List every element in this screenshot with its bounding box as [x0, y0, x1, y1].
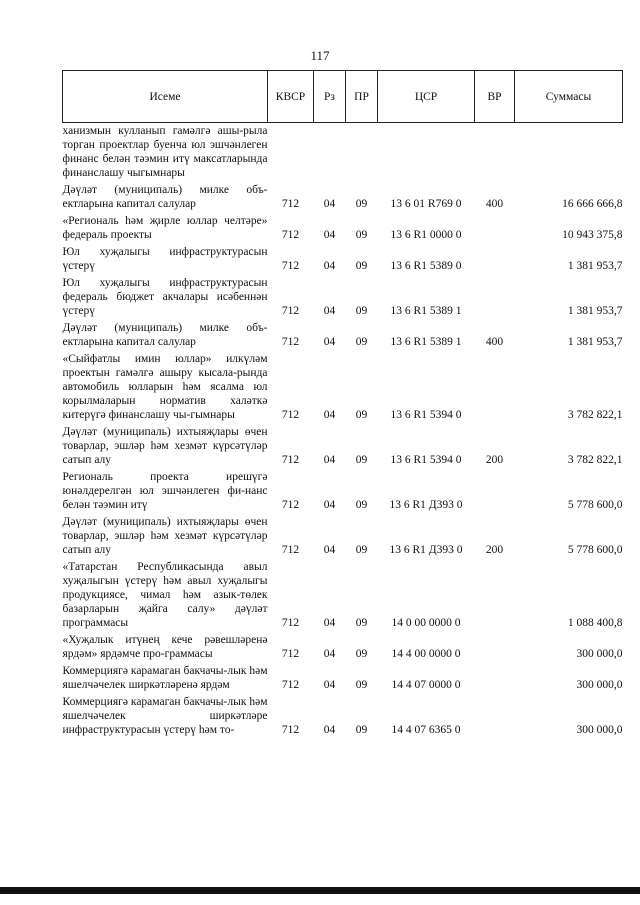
cell-name: Дәүләт (муниципаль) милке объ-ектларына капитал салулар [62, 184, 268, 210]
cell-csr: 14 4 07 0000 0 [391, 679, 461, 691]
cell-vr [475, 632, 515, 663]
cell-vr [475, 663, 515, 694]
cell-vr: 200 [485, 454, 504, 466]
cell-pr: 09 [355, 454, 368, 466]
cell-sum: 1 381 953,7 [567, 260, 623, 272]
cell-csr: 13 6 R1 5394 0 [390, 454, 462, 466]
cell-name: ханизмын кулланып гамәлгә ашы-рыла торган проектлар буенча юл эшчәнлеген финанс белән тәэмин итү максатларында финанслашу чыгымнары [62, 125, 268, 179]
cell-csr: 13 6 R1 5389 1 [390, 305, 462, 317]
cell-kvsr: 712 [281, 305, 300, 317]
cell-name: «Региональ һәм җирле юллар челтәре» федераль проекты [62, 215, 268, 241]
cell-vr: 400 [485, 198, 504, 210]
cell-csr: 14 0 00 0000 0 [391, 617, 461, 629]
header-vr: ВР [475, 71, 515, 123]
cell-sum: 300 000,0 [576, 679, 623, 691]
cell-kvsr: 712 [281, 724, 300, 736]
cell-sum: 1 381 953,7 [567, 305, 623, 317]
cell-csr: 13 6 R1 5389 0 [390, 260, 462, 272]
cell-sum: 3 782 822,1 [567, 454, 623, 466]
cell-pr: 09 [355, 648, 368, 660]
cell-pr: 09 [355, 409, 368, 421]
header-sum: Суммасы [515, 71, 623, 123]
scan-edge-bar [0, 887, 640, 894]
cell-kvsr: 712 [281, 617, 300, 629]
cell-name: Юл хуҗалыгы инфраструктурасын федераль бюджет акчалары исәбеннән үстерү [62, 277, 268, 317]
cell-vr [475, 469, 515, 514]
cell-vr [475, 351, 515, 424]
cell-sum [515, 123, 623, 183]
cell-vr: 400 [485, 336, 504, 348]
table-row [63, 694, 623, 739]
cell-csr: 14 4 00 0000 0 [391, 648, 461, 660]
table-row [63, 182, 623, 213]
cell-pr: 09 [355, 499, 368, 511]
cell-csr: 13 6 R1 5394 0 [390, 409, 462, 421]
cell-csr: 14 4 07 6365 0 [391, 724, 461, 736]
cell-pr: 09 [355, 260, 368, 272]
table-row [63, 275, 623, 320]
cell-csr: 13 6 R1 0000 0 [390, 229, 462, 241]
cell-vr: 200 [485, 544, 504, 556]
cell-csr [378, 123, 475, 183]
cell-rz: 04 [323, 336, 336, 348]
cell-kvsr: 712 [281, 648, 300, 660]
cell-kvsr: 712 [281, 679, 300, 691]
cell-pr: 09 [355, 679, 368, 691]
cell-kvsr: 712 [281, 198, 300, 210]
table-row [63, 244, 623, 275]
cell-pr: 09 [355, 724, 368, 736]
table-row [63, 469, 623, 514]
table-row [63, 559, 623, 632]
cell-csr: 13 6 R1 5389 1 [390, 336, 462, 348]
cell-rz: 04 [323, 409, 336, 421]
table-row [63, 320, 623, 351]
cell-name: Юл хуҗалыгы инфраструктурасын үстерү [62, 246, 268, 272]
table-row [63, 123, 623, 183]
cell-kvsr: 712 [281, 229, 300, 241]
cell-name: Коммерциягә карамаган бакчачы-лык һәм яшелчәчелек ширкәтләре инфраструктурасын үстерү һәм то- [62, 696, 268, 736]
cell-vr [475, 559, 515, 632]
table-row [63, 213, 623, 244]
table-body [63, 123, 623, 740]
cell-rz: 04 [323, 260, 336, 272]
cell-sum: 5 778 600,0 [567, 544, 623, 556]
cell-kvsr: 712 [281, 454, 300, 466]
cell-vr [475, 694, 515, 739]
budget-table [62, 70, 623, 739]
cell-kvsr: 712 [281, 544, 300, 556]
cell-rz: 04 [323, 499, 336, 511]
cell-kvsr: 712 [281, 499, 300, 511]
cell-csr: 13 6 01 R769 0 [390, 198, 462, 210]
cell-name: Коммерциягә карамаган бакчачы-лык һәм яшелчәчелек ширкәтләренә ярдәм [62, 665, 268, 691]
cell-csr: 13 6 R1 Д393 0 [389, 544, 463, 556]
cell-sum: 10 943 375,8 [562, 229, 623, 241]
cell-csr: 13 6 R1 Д393 0 [389, 499, 463, 511]
cell-pr: 09 [355, 617, 368, 629]
cell-name: «Сыйфатлы имин юллар» илкүләм проектын гамәлгә ашыру кысала-рында автомобиль юлларын һәм ясалма юл корылмаларын норматив халәткә китерүгә финанслашу чы-гымнары [62, 353, 268, 421]
cell-vr [475, 244, 515, 275]
header-csr: ЦСР [378, 71, 475, 123]
cell-sum: 300 000,0 [576, 724, 623, 736]
cell-pr: 09 [355, 305, 368, 317]
cell-rz: 04 [323, 679, 336, 691]
cell-name: «Татарстан Республикасында авыл хуҗалыгын үстерү һәм авыл хуҗалыгы продукциясе, чимал һәм азык-төлек базарларын җайга салу» дәүләт программасы [62, 561, 268, 629]
cell-sum: 1 381 953,7 [567, 336, 623, 348]
cell-rz: 04 [323, 724, 336, 736]
header-pr: ПР [346, 71, 378, 123]
cell-kvsr [268, 123, 314, 183]
cell-kvsr: 712 [281, 336, 300, 348]
cell-kvsr: 712 [281, 260, 300, 272]
cell-name: Дәүләт (муниципаль) ихтыяҗлары өчен товарлар, эшләр һәм хезмәт күрсәтүләр сатып алу [62, 426, 268, 466]
cell-rz: 04 [323, 305, 336, 317]
header-name: Исеме [63, 71, 268, 123]
cell-rz: 04 [323, 648, 336, 660]
table-row [63, 514, 623, 559]
table-row [63, 424, 623, 469]
table-header-row [63, 71, 623, 123]
cell-name: «Хуҗалык итүнең кече рәвешләренә ярдәм» ярдәмче про-граммасы [62, 634, 268, 660]
cell-sum: 300 000,0 [576, 648, 623, 660]
header-kvsr: КВСР [268, 71, 314, 123]
cell-sum: 1 088 400,8 [567, 617, 623, 629]
cell-name: Региональ проекта ирешүгә юнәлдерелгән юл эшчәнлеген фи-нанс белән тәэмин итү [62, 471, 268, 511]
cell-rz: 04 [323, 544, 336, 556]
cell-rz: 04 [323, 229, 336, 241]
cell-pr: 09 [355, 336, 368, 348]
cell-rz: 04 [323, 198, 336, 210]
cell-vr [475, 213, 515, 244]
cell-rz [314, 123, 346, 183]
cell-rz: 04 [323, 454, 336, 466]
table-row [63, 632, 623, 663]
cell-sum: 3 782 822,1 [567, 409, 623, 421]
cell-vr [475, 123, 515, 183]
table-row [63, 351, 623, 424]
cell-name: Дәүләт (муниципаль) милке объ-ектларына капитал салулар [62, 322, 268, 348]
cell-pr [346, 123, 378, 183]
header-rz: Рз [314, 71, 346, 123]
cell-sum: 16 666 666,8 [562, 198, 623, 210]
table-row [63, 663, 623, 694]
cell-sum: 5 778 600,0 [567, 499, 623, 511]
cell-name: Дәүләт (муниципаль) ихтыяҗлары өчен товарлар, эшләр һәм хезмәт күрсәтүләр сатып алу [62, 516, 268, 556]
cell-vr [475, 275, 515, 320]
cell-pr: 09 [355, 229, 368, 241]
cell-pr: 09 [355, 198, 368, 210]
cell-rz: 04 [323, 617, 336, 629]
page-number: 117 [310, 48, 330, 63]
cell-kvsr: 712 [281, 409, 300, 421]
cell-pr: 09 [355, 544, 368, 556]
